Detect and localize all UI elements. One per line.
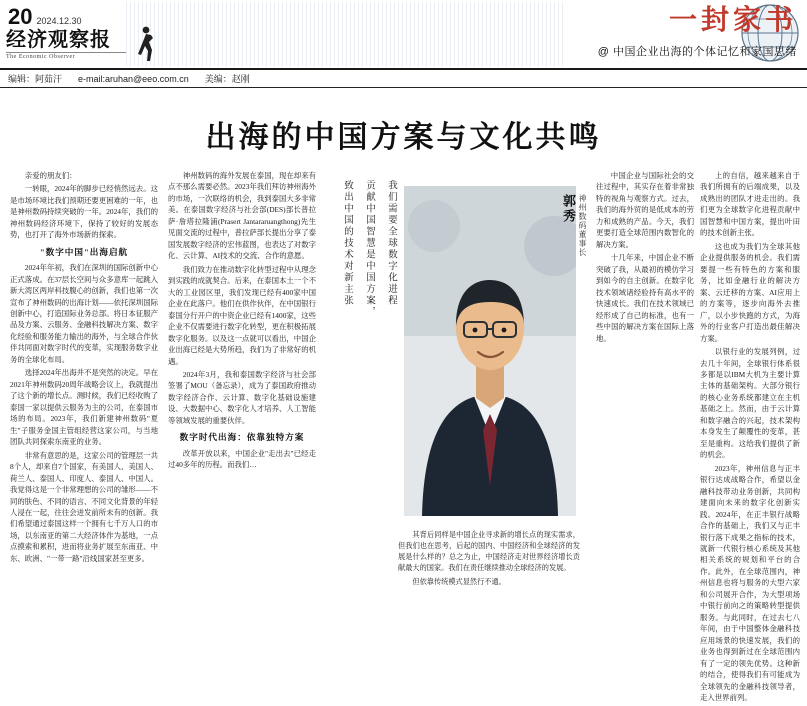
paragraph: 这也成为我们为全球其他企业提供服务的机会。我们需要提一些有特色的方案和服务，比如金融行业的解决方案、云迁移的方案、AI应用上的方案等，逐步向海外去推广，以小步快跑的方式，为海外的行业客户打造出最佳解决方案。 [700,241,800,343]
paragraph: 其背后同样是中国企业寻求新的增长点的现实需求，但我们也在思考，后起的国内、中国经济和全球经济的发展是什么样的？总之为止，中国经济走对世界经济增长贡献最大的国家。我们在责任继续推动全球经济的发展。 [398,531,580,573]
byline-email: e-mail:aruhan@eeo.com.cn [78,73,189,84]
paragraph: 我们致力在推动数字化转型过程中从理念到实践的成就契合。后来，在泰国本土一个不大的工业园区里，我们发现已经有400家中国企业在此落户。他们在供作伙伴，在中国银行泰国分行开户的中资企业已经有1400家，这些企业不仅需要进行数字化转型，更在积极拓展数字化服务。以及这一点就可以看出，中国企业出海已经是大势所趋，我们为了非常好的机遇。 [168,264,316,366]
paragraph: 选择2024年出海并不是突然的决定。早在2021年神州数码20周年战略会议上，我就提出了这个新的增长点。测时候，我们已经收购了泰国一家以提供云服务为主的公司，在泰国市场的布局。2023年，我们新建神州数码"夏生"子服务金国主管组经营这家公司，与当地团队共同探索东南亚的业务。 [10,368,158,447]
paragraph: 神州数码的海外发展在泰国，现在却来有点不那么需要必然。2023年我们拜访神州海外的市场，一次联络的机会，我到泰国大多非常美。在泰国数字经济与社会部(DES)部长普拉萨·詹塔拉隆浦(Prasert Jantararuangthong)先生见面交流的过程中，普拉萨部长提出分享了泰国发展数字经济的宏伟蓝图，也表达了对数字化、云计算、AI技术的交流、合作的意愿。 [168,171,316,261]
article-column-3 [398,530,580,590]
paragraph: 中国企业与国际社会的交往过程中，其实存在着非常独特的视角与观察方式。过去，我们的海外贸的是低成本的劳力和成熟的产品。今天，我们更要打造全球范围内数智化的解决方案。 [596,171,694,249]
section-heading: "数字中国"出海启航 [39,246,129,257]
byline-editor: 编辑：阿茹汗 [8,74,63,84]
article-body [0,170,807,703]
byline-designer: 美编：赵刚 [204,74,250,84]
paper-logo [6,30,126,60]
article-column-1 [10,170,158,566]
paragraph: 以银行业的发展列例，过去几十年间，全球银行体系很多都是以IBM大机为主要计算主体的基础架构。大部分银行的核心业务系统都建立在主机基础之上。然而，由于云计算和数字融合的兴起，技术架构本身发生了颠覆性的变革，甚至是重构。这给我们提供了新的机会。 [700,347,800,460]
pull-quote-line-1: 致出中国的技术对新主张 [342,180,353,307]
at-icon: @ [597,45,610,58]
page-title: 出海的中国方案与文化共鸣 [205,121,602,154]
feature-subtitle [497,43,797,59]
date-day: 20 [8,4,33,29]
feature-headline [497,6,797,59]
feature-title: 一封家书 [668,5,797,36]
article-column-2 [168,170,316,473]
paragraph: 但依靠传统模式显然行不通。 [412,577,506,586]
article-column-4 [596,170,694,346]
pull-quote-line-2: 贡献中国智慧是中国方案， [364,180,375,318]
pull-quote-line-3: 我们需要全球数字化进程 [386,180,397,307]
paragraph: 上的自信，越来越来自于我们所拥有的后端成果，以及成熟出的团队才进走出的。我们更为全球数字化进程贡献中国智慧和中国方案，提出叶田的技术创新主张。 [700,171,800,238]
section-heading: 数字时代出海：依靠独特方案 [179,432,305,443]
salutation: 亲爱的朋友们： [24,171,77,180]
paragraph: 改革开放以来，中国企业"走出去"已经走过40多年的历程。而我们… [168,448,316,470]
paper-name-cn: 经济观察报 [6,29,111,51]
author-role: 神州数码董事长 [578,194,587,257]
masthead [0,0,807,70]
author-photo [404,186,576,516]
paragraph: 非常有意思的是，这家公司的管理层一共8个人，却来自7个国家，有美国人、美国人、荷兰人、泰国人、印度人、泰国人、中国人。我觉得这是一个非常理想的公司的雏形——不同的肤色、不同的语言、不同文化背景的年轻人浸在一起，往往会迸发前所未有的创新。我们希望通过泰国这样一个拥有七千万人口的市场，以东南亚的第二大经济体作为基地，一点点摸索和累积，进而将业务扩展至东南亚、中东、欧洲、"一带一路"沿线国家甚至更多。 [10,450,158,563]
date-full: 2024.12.30 [36,16,82,26]
author-name: 郭秀 [561,194,576,224]
paragraph: 2024年3月，我和泰国数字经济与社会部签署了MOU（备忘录），成为了泰国政府推动数字经济合作、云计算、数字化基础设施建设、大数据中心、数字化人才培养、人工智能等领域发展的重要伙伴。 [168,369,316,425]
paragraph: 2024年年初，我们在深圳的国际创新中心正式落成。在37层长空间与众多意库一起跳入新大湾区两岸科技腹心的创新，我们也第一次宣布了神州数码的出海计划——依托深圳国际创新中心，打造国际业务总部。将日本征服产品及方案、云服务、金融科技解决方案、数字化经验和服务能力输出的海外，与全球合作伙伴共同面对数字时代的变革，实现服务数字业务的全球化布局。 [10,263,158,364]
date-badge [8,6,82,28]
article-column-5 [700,170,800,706]
paragraph: 一转眼，2024年的脚步已经悄然远去。这是市场环境比我们预期还要更困难的一年，也是神州数码持续突破的一年。2024年，我们的神州数码经济环境下，保持了较好的发展态势，也打开了海外市场新的探索。 [10,184,158,240]
paper-name-en: The Economic Observer [6,52,126,60]
byline-bar [0,70,807,88]
runner-icon [132,24,158,64]
feature-subtitle-text: 中国企业出海的个体记忆和家国思绪 [613,45,797,58]
author-portrait-block [398,178,587,678]
paragraph: 2023年，神州信息与正丰银行达成战略合作，希望以金融科技带动业务创新，共同构建面向未来的数字化创新实践。2024年，在正丰银行战略合作的基础上，我们又与正丰银行落下成果之指标的技术，就新一代银行核心系统及其他相关系统的规划和平台的合作。此外，在全球范围内，神州信息也将与服务的大型六家和公司展开合作，为大型项场中银行前向之的策略转型提供服务。与此同时，在过去七八年间，由于中国整体金融科技应用场景的快速发展，我们的业务也得到新过在全球范围内有了一定的领先优势。这种新的结合，使得我们有可能成为全球领先的金融科技领导者，走入世界前列。 [700,463,800,703]
paragraph: 十几年来，中国企业不断突破了我，从最初的模仿学习到如今的自主创新。在数字化技术领域诸经验持有高水平的快速成长。我们在技术领域已经形成了自己的标准，也有一些中国的解决方案在国际上落地。 [596,253,694,343]
